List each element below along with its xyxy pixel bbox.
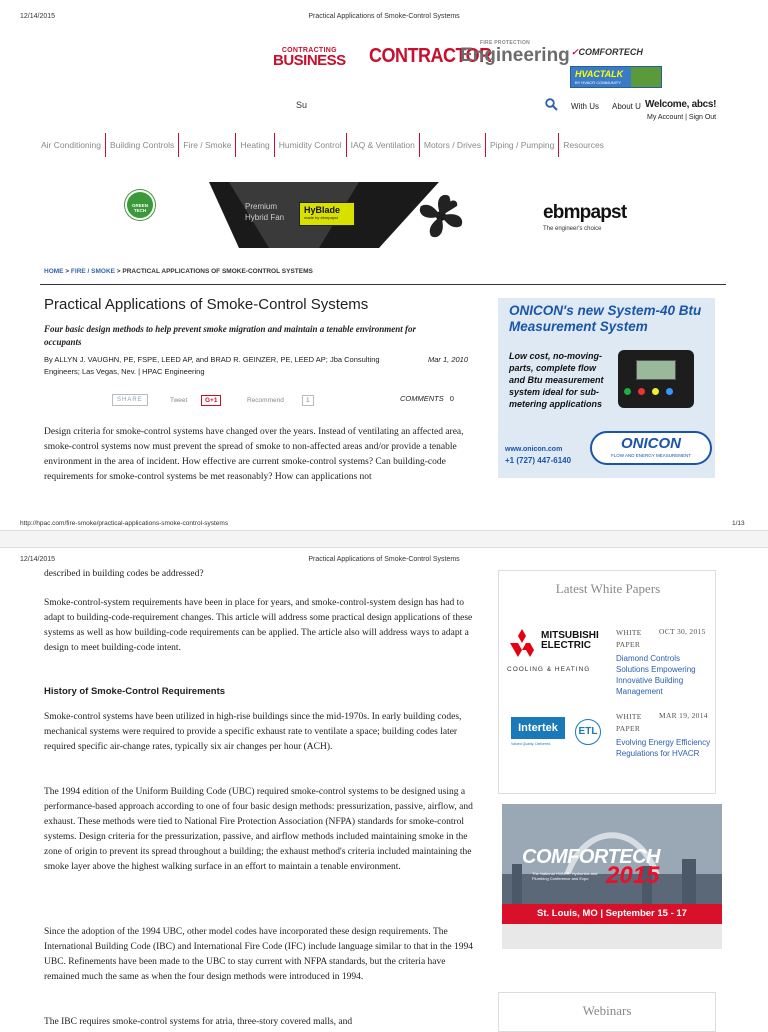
print-url: http://hpac.com/fire-smoke/practical-applications-smoke-control-systems	[20, 520, 229, 527]
logo-engineering-sub: FIRE PROTECTION	[480, 40, 531, 46]
hvactalk-sub: BY HVACR COMMUNITY	[575, 80, 621, 85]
category-resources[interactable]: Resources	[558, 133, 608, 157]
comfortech-ad-brand: COMFORTECH	[522, 846, 660, 868]
category-piping-pumping[interactable]: Piping / Pumping	[485, 133, 558, 157]
print-date-2: 12/14/2015	[20, 556, 56, 563]
tweet-button[interactable]: Tweet	[170, 396, 188, 404]
category-humidity-control[interactable]: Humidity Control	[274, 133, 346, 157]
ad-premium-label: Premium	[245, 202, 278, 211]
gplus-label: G+1	[201, 395, 221, 406]
article-paragraph-5: Since the adoption of the 1994 UBC, other model codes have incorporated these design requirements. The International Building Code (IBC) and International Fire Code (IFC) include language similar to that in the 1994 UBC. Refinements have been made to the UBC to stay current with NFPA standards, but the criteria have remained much the same as when the four design methods were introduced in 1994.	[44, 927, 473, 982]
section-heading-history: History of Smoke-Control Requirements	[44, 686, 226, 697]
article-paragraph-2: Smoke-control-system requirements have been in place for years, and smoke-control-system design has had to adapt to building-code-requirement changes. This article will address some practical design applications of these systems as well as how building-code requirements can be applied. The article also will address ways to adapt a design to meet building-code intent.	[44, 598, 473, 653]
meter-device-graphic	[618, 350, 694, 408]
comfortech-ad-location: St. Louis, MO | September 15 - 17	[502, 904, 722, 924]
hvactalk-logo[interactable]	[570, 66, 662, 88]
comments-label: COMMENTS	[400, 394, 444, 403]
etl-mark-icon: ETL	[575, 719, 601, 745]
wp2-date: MAR 19, 2014	[659, 711, 708, 720]
ebmpapst-brand: ebmpapst	[543, 202, 627, 223]
comfortech-2015-ad[interactable]	[502, 804, 722, 949]
article-paragraph-6: The IBC requires smoke-control systems for atria, three-story covered malls, and	[44, 1017, 353, 1027]
breadcrumb-sep-1: >	[65, 268, 70, 275]
category-air-conditioning[interactable]: Air Conditioning	[41, 140, 102, 150]
category-building-controls[interactable]: Building Controls	[105, 133, 178, 157]
search-icon[interactable]	[545, 98, 558, 116]
article-paragraph-4: The 1994 edition of the Uniform Building Code (UBC) required smoke-control systems to be designed using a performance-based approach according to one of four basic design methods: pressurization, passive, airflow, and exhaust. These methods were tied to National Fire Protection Association (NFPA) standards for smoke-control systems. Design criteria for the pressurization, passive, and airflow methods included maintaining smoke in the zone of origin to prevent its spread throughout a building; the exhaust method's criteria included maintaining the smoke layer above the highest walking surface in an effort to maintain a tenable environment.	[44, 787, 473, 872]
article-date: Mar 1, 2010	[428, 355, 469, 364]
comfortech-ad-sub: The National HVACR, Hydronics and Plumbing Conference and Expo	[532, 871, 598, 881]
search-input[interactable]: Su	[296, 100, 308, 110]
latest-white-papers-widget	[498, 570, 716, 794]
hyblade-box: HyBlade made by ebmpapst	[299, 202, 355, 226]
contractor-logo[interactable]: CONTRACTOR	[369, 43, 492, 67]
comments-link[interactable]	[400, 394, 454, 403]
print-date: 12/14/2015	[20, 13, 56, 20]
ebmpapst-ad-banner[interactable]	[121, 182, 650, 248]
hvactalk-title: HVACTALK	[575, 69, 624, 79]
wp1-date: OCT 30, 2015	[659, 627, 706, 636]
logo-business-main: BUSINESS	[273, 52, 346, 69]
breadcrumb-divider	[40, 284, 726, 285]
onicon-brand-logo: ONICON FLOW AND ENERGY MEASUREMENT	[590, 431, 712, 465]
account-links[interactable]: My Account | Sign Out	[647, 114, 717, 121]
breadcrumb-fire-smoke[interactable]: FIRE / SMOKE	[70, 268, 115, 275]
comments-count: 0	[449, 394, 454, 403]
mitsubishi-logo[interactable]: MITSUBISHI ELECTRIC COOLING & HEATING	[507, 630, 599, 673]
mitsubishi-diamonds-icon	[507, 629, 537, 657]
category-motors-drives[interactable]: Motors / Drives	[419, 133, 485, 157]
category-nav	[37, 132, 608, 158]
gplus-button[interactable]	[201, 393, 221, 407]
recommend-button[interactable]: Recommend	[247, 396, 284, 404]
wp1-link[interactable]: Diamond Controls Solutions Empowering Innovative Building Management	[616, 654, 696, 696]
logo-business-top: CONTRACTING	[281, 47, 337, 54]
webinars-widget	[498, 992, 716, 1032]
category-heating[interactable]: Heating	[235, 133, 273, 157]
breadcrumb-current: PRACTICAL APPLICATIONS OF SMOKE-CONTROL SYSTEMS	[122, 268, 313, 275]
ad-hybrid-label: Hybrid Fan	[245, 213, 285, 222]
wp1-type: WHITE PAPER	[616, 628, 642, 649]
onicon-url: www.onicon.com	[505, 446, 563, 453]
contracting-business-logo[interactable]	[273, 47, 346, 68]
breadcrumb-home[interactable]: HOME	[44, 268, 64, 275]
intertek-logo[interactable]: Intertek Valued Quality. Delivered.	[511, 717, 567, 751]
breadcrumb	[44, 268, 313, 275]
print-title-2: Practical Applications of Smoke-Control Systems	[308, 556, 460, 563]
logo-engineering-main: Engineering	[460, 45, 570, 66]
nav-with-us[interactable]: With Us	[571, 102, 599, 111]
article-title: Practical Applications of Smoke-Control Systems	[44, 296, 369, 313]
comfortech-ad-year: 2015	[606, 862, 660, 889]
welcome-text: Welcome, abcs!	[645, 99, 717, 110]
nav-about-us[interactable]: About U	[612, 102, 641, 111]
category-iaq-ventilation[interactable]: IAQ & Ventilation	[346, 133, 419, 157]
breadcrumb-sep-2: >	[116, 268, 121, 275]
share-button[interactable]	[112, 393, 148, 407]
white-papers-title: Latest White Papers	[555, 581, 661, 596]
webinars-title: Webinars	[582, 1003, 632, 1018]
wp2-link[interactable]: Evolving Energy Efficiency Regulations for HVACR	[616, 738, 711, 758]
fan-icon	[413, 188, 469, 244]
logo-comfortech-text: COMFORTECH	[578, 47, 643, 57]
hvactalk-graphic	[631, 67, 661, 87]
print-page-number: 1/13	[732, 520, 745, 527]
article-dek: Four basic design methods to help prevent smoke migration and maintain a tenable environment for occupants	[44, 324, 417, 347]
onicon-headline: ONICON's new System-40 Btu Measurement System	[509, 303, 702, 334]
onicon-text: Low cost, no-moving-parts, complete flow and Btu measurement system ideal for sub-metering applications	[509, 351, 604, 409]
article-paragraph-1: Design criteria for smoke-control systems have changed over the years. Instead of ventilating an affected area, smoke-control systems now must prevent the spread of smoke to non-affected areas and/or provide a tenable environment in the area of incident. How effective are current smoke-control systems? Can building-code requirements for smoke-control systems be met reasonably? How can applications not	[44, 427, 464, 482]
article-paragraph-1-continued: described in building codes be addressed?	[44, 569, 204, 579]
wp2-type: WHITE PAPER	[616, 712, 642, 733]
article-byline: By ALLYN J. VAUGHN, PE, FSPE, LEED AP, and BRAD R. GEINZER, PE, LEED AP; Jba Consulting Engineers; Las Vegas, Nev. | HPAC Engineering	[44, 355, 380, 376]
page-gap	[0, 530, 768, 548]
recommend-count: 1	[302, 393, 314, 407]
article-paragraph-3: Smoke-control systems have been utilized in high-rise buildings since the mid-1970s. In early building codes, mechanical systems were required to provide a specific exhaust rate to ventilate a space; building codes later required specific air-change rates, typically six air changes per hour (ACH).	[44, 712, 462, 752]
comfortech-ad-sponsors	[502, 924, 722, 949]
print-title: Practical Applications of Smoke-Control Systems	[308, 13, 460, 20]
green-tech-badge: GREEN TECH	[125, 190, 155, 220]
comfortech-logo[interactable]: ✓COMFORTECH	[571, 47, 643, 57]
engineering-logo[interactable]	[460, 40, 570, 67]
onicon-phone: +1 (727) 447-6140	[505, 456, 572, 465]
share-label: SHARE	[112, 394, 148, 406]
category-fire-smoke[interactable]: Fire / Smoke	[178, 133, 235, 157]
onicon-ad[interactable]	[498, 298, 715, 478]
ebmpapst-tagline: The engineer's choice	[543, 226, 602, 232]
